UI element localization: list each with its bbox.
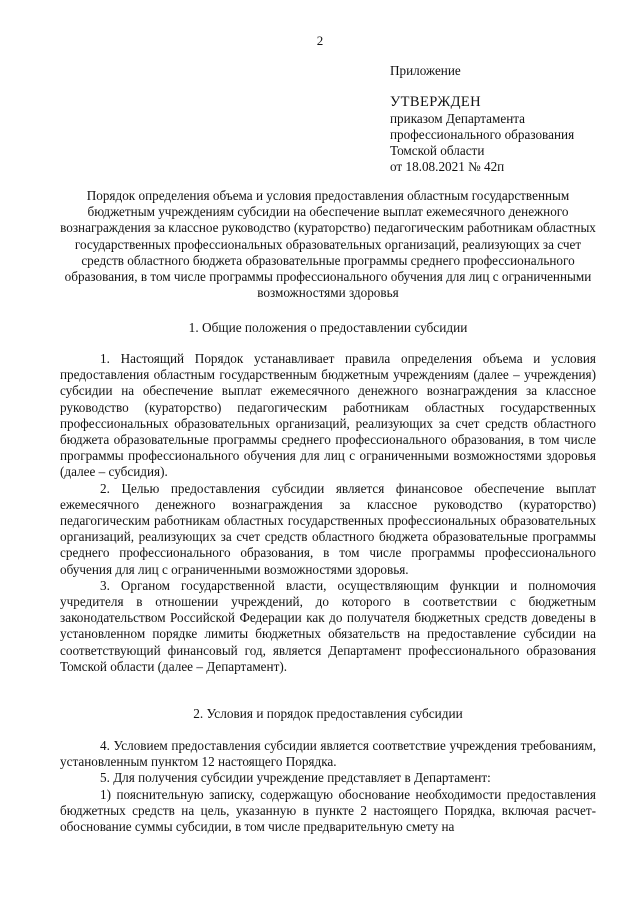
approval-line-3: Томской области	[390, 143, 485, 158]
paragraph-3: 3. Органом государственной власти, осуществляющим функции и полномочия учредителя в отношении учреждений, до которого в соответствии с бюджетным законодательством Российской Федерации как до получателя бюджетных средств доведены в установленном порядке лимиты бюджетных обязательств на предоставление субсидии на соответствующий финансовый год, является Департамент профессионального образования Томской области (далее – Департамент).	[60, 577, 596, 674]
section-1-body	[60, 351, 596, 675]
section-1-heading: 1. Общие положения о предоставлении субсидии	[188, 320, 468, 335]
approved-label: УТВЕРЖДЕН	[390, 94, 482, 110]
page-number: 2	[316, 33, 324, 48]
section-2-body	[60, 738, 596, 835]
paragraph-1: 1. Настоящий Порядок устанавливает правила определения объема и условия предоставления областным государственным бюджетным учреждениям (далее – учреждения) субсидии на обеспечение выплат ежемесячного денежного вознаграждения за классное руководство (кураторство) педагогическим работникам областных государственных профессиональных образовательных организаций, реализующих за счет средств областного бюджета образовательные программы среднего профессионального образования, в том числе программы профессионального обучения для лиц с ограниченными возможностями здоровья (далее – субсидия).	[60, 351, 596, 480]
document-title: Порядок определения объема и условия предоставления областным государственным бюджетным учреждениям субсидии на обеспечение выплат ежемесячного денежного вознаграждения за классное руководство (кураторство) педагогическим работникам областных государственных профессиональных образовательных организаций, реализующих за счет средств областного бюджета образовательные программы среднего профессионального образования, в том числе программы профессионального обучения для лиц с ограниченными возможностями здоровья	[60, 188, 596, 301]
approval-block	[390, 63, 630, 175]
paragraph-5: 5. Для получения субсидии учреждение представляет в Департамент:	[100, 770, 491, 786]
paragraph-2: 2. Целью предоставления субсидии является финансовое обеспечение выплат ежемесячного денежного вознаграждения за классное руководство (кураторство) педагогическим работникам областных государственных профессиональных образовательных организаций, реализующих за счет средств областного бюджета образовательные программы среднего профессионального образования, в том числе программы профессионального обучения для лиц с ограниченными возможностями здоровья.	[60, 480, 596, 577]
approval-line-2: профессионального образования	[390, 127, 575, 142]
approval-line-4: от 18.08.2021 № 42п	[390, 159, 505, 174]
paragraph-4: 4. Условием предоставления субсидии является соответствие учреждения требованиям, установленным пунктом 12 настоящего Порядка.	[60, 738, 596, 770]
appendix-label: Приложение	[390, 63, 461, 78]
paragraph-5-item-1: 1) пояснительную записку, содержащую обоснование необходимости предоставления бюджетных средств на цель, указанную в пункте 2 настоящего Порядка, включая расчет-обоснование суммы субсидии, в том числе предварительную смету на	[60, 786, 596, 835]
approval-line-1: приказом Департамента	[390, 111, 526, 126]
section-2-heading: 2. Условия и порядок предоставления субсидии	[193, 706, 463, 721]
